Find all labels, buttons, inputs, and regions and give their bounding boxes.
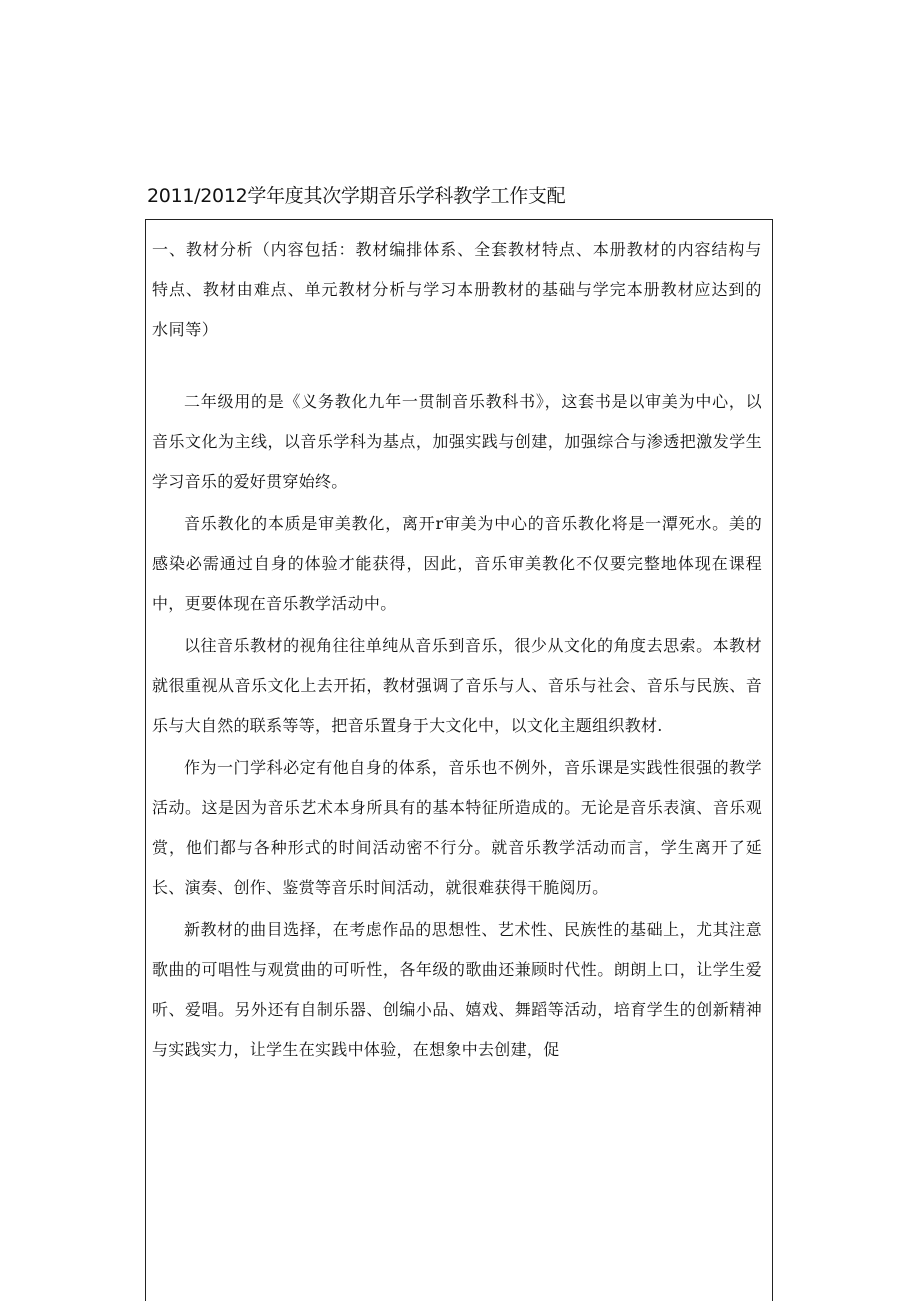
paragraph-4: 作为一门学科必定有他自身的体系，音乐也不例外，音乐课是实践性很强的教学活动。这是因为音乐艺术本身所具有的基本特征所造成的。无论是音乐表演、音乐观赏，他们都与各种形式的时间活动密不行分。就音乐教学活动而言，学生离开了延长、演奏、创作、鉴赏等音乐时间活动，就很难获得干脆阅历。 bbox=[152, 758, 762, 897]
section-spacer bbox=[152, 350, 762, 382]
paragraph-2: 音乐教化的本质是审美教化，离开r审美为中心的音乐教化将是一潭死水。美的感染必需通过自身的体验才能获得，因此，音乐审美教化不仅要完整地体现在课程中，更要体现在音乐教学活动中。 bbox=[152, 514, 762, 613]
paragraph-1: 二年级用的是《义务教化九年一贯制音乐教科书》，这套书是以审美为中心，以音乐文化为主线，以音乐学科为基点，加强实践与创建，加强综合与渗透把激发学生学习音乐的爱好贯穿始终。 bbox=[152, 392, 762, 491]
document-title: 2011/2012学年度其次学期音乐学科教学工作支配 bbox=[147, 185, 566, 207]
content-body bbox=[152, 230, 762, 1072]
paragraph-5: 新教材的曲目选择，在考虑作品的思想性、艺术性、民族性的基础上，尤其注意歌曲的可唱性与观赏曲的可听性，各年级的歌曲还兼顾时代性。朗朗上口，让学生爱听、爱唱。另外还有自制乐器、创编小品、嬉戏、舞蹈等活动，培育学生的创新精神与实践实力，让学生在实践中体验，在想象中去创建，促 bbox=[152, 920, 762, 1059]
section-heading: 一、教材分析（内容包括：教材编排体系、全套教材特点、本册教材的内容结构与特点、教材由难点、单元教材分析与学习本册教材的基础与学完本册教材应达到的水同等） bbox=[152, 240, 762, 339]
paragraph-3: 以往音乐教材的视角往往单纯从音乐到音乐，很少从文化的角度去思索。本教材就很重视从音乐文化上去开拓，教材强调了音乐与人、音乐与社会、音乐与民族、音乐与大自然的联系等等，把音乐置身于大文化中，以文化主题组织教材. bbox=[152, 636, 762, 735]
content-table-cell bbox=[145, 219, 773, 1301]
